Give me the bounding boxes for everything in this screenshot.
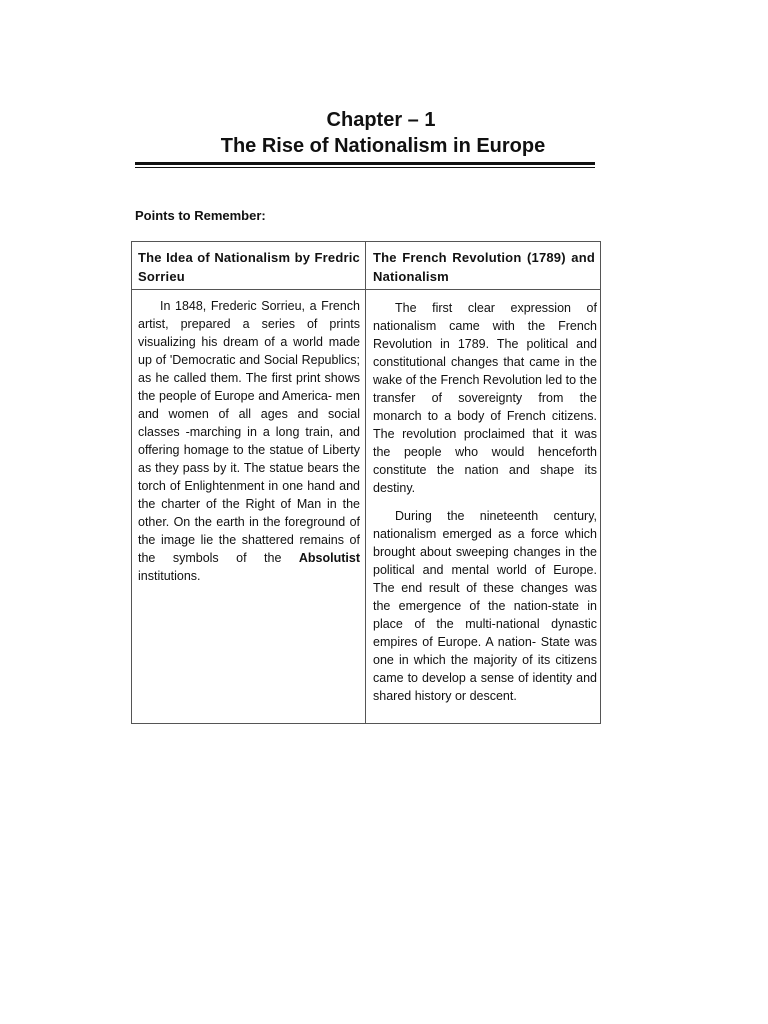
column-divider [365,242,366,723]
chapter-title: The Rise of Nationalism in Europe [220,135,546,157]
right-paragraph-2: During the nineteenth century, nationalism emerged as a force which brought about sweeping changes in the political and mental world of Europe. The end result of these changes was the emergence of the nation-state in place of the multi-national dynastic empires of Europe. A nation- State was one in which the majority of its citizens came to develop a sense of identity and shared history or descent. [373,509,597,703]
right-column-heading: The French Revolution (1789) and Nationalism [373,250,595,284]
left-column-body [138,297,360,585]
chapter-label: Chapter – 1 [326,109,436,131]
chapter-header [0,108,768,160]
left-paragraph [138,297,360,585]
title-rule-thin [135,167,595,168]
notes-table [131,241,601,724]
left-column-heading: The Idea of Nationalism by Fredric Sorrieu [138,250,360,284]
right-paragraph-1: The first clear expression of nationalism came with the French Revolution in 1789. The political and constitutional changes that came in the wake of the French Revolution led to the transfer of sovereignty from the monarch to a body of French citizens. The revolution proclaimed that it was the people who would henceforth constitute the nation and shape its destiny. [373,301,597,495]
points-to-remember-heading: Points to Remember: [135,208,266,223]
title-rule-thick [135,162,595,165]
left-paragraph-bold-term: Absolutist [298,551,360,565]
right-column-body [373,299,597,705]
left-paragraph-text: In 1848, Frederic Sorrieu, a French artist, prepared a series of prints visualizing his dream of a world made up of 'Democratic and Social Republics; as he called them. The first print shows the people of Europe and America- men and women of all ages and social classes -marching in a long train, and offering homage to the statue of Liberty as they pass by it. The statue bears the torch of Enlightenment in one hand and the charter of the Right of Man in the other. On the earth in the foreground of the image lie the shattered remains of the symbols of the [138,299,360,565]
left-paragraph-tail: institutions. [138,569,201,583]
header-row-divider [132,289,600,290]
